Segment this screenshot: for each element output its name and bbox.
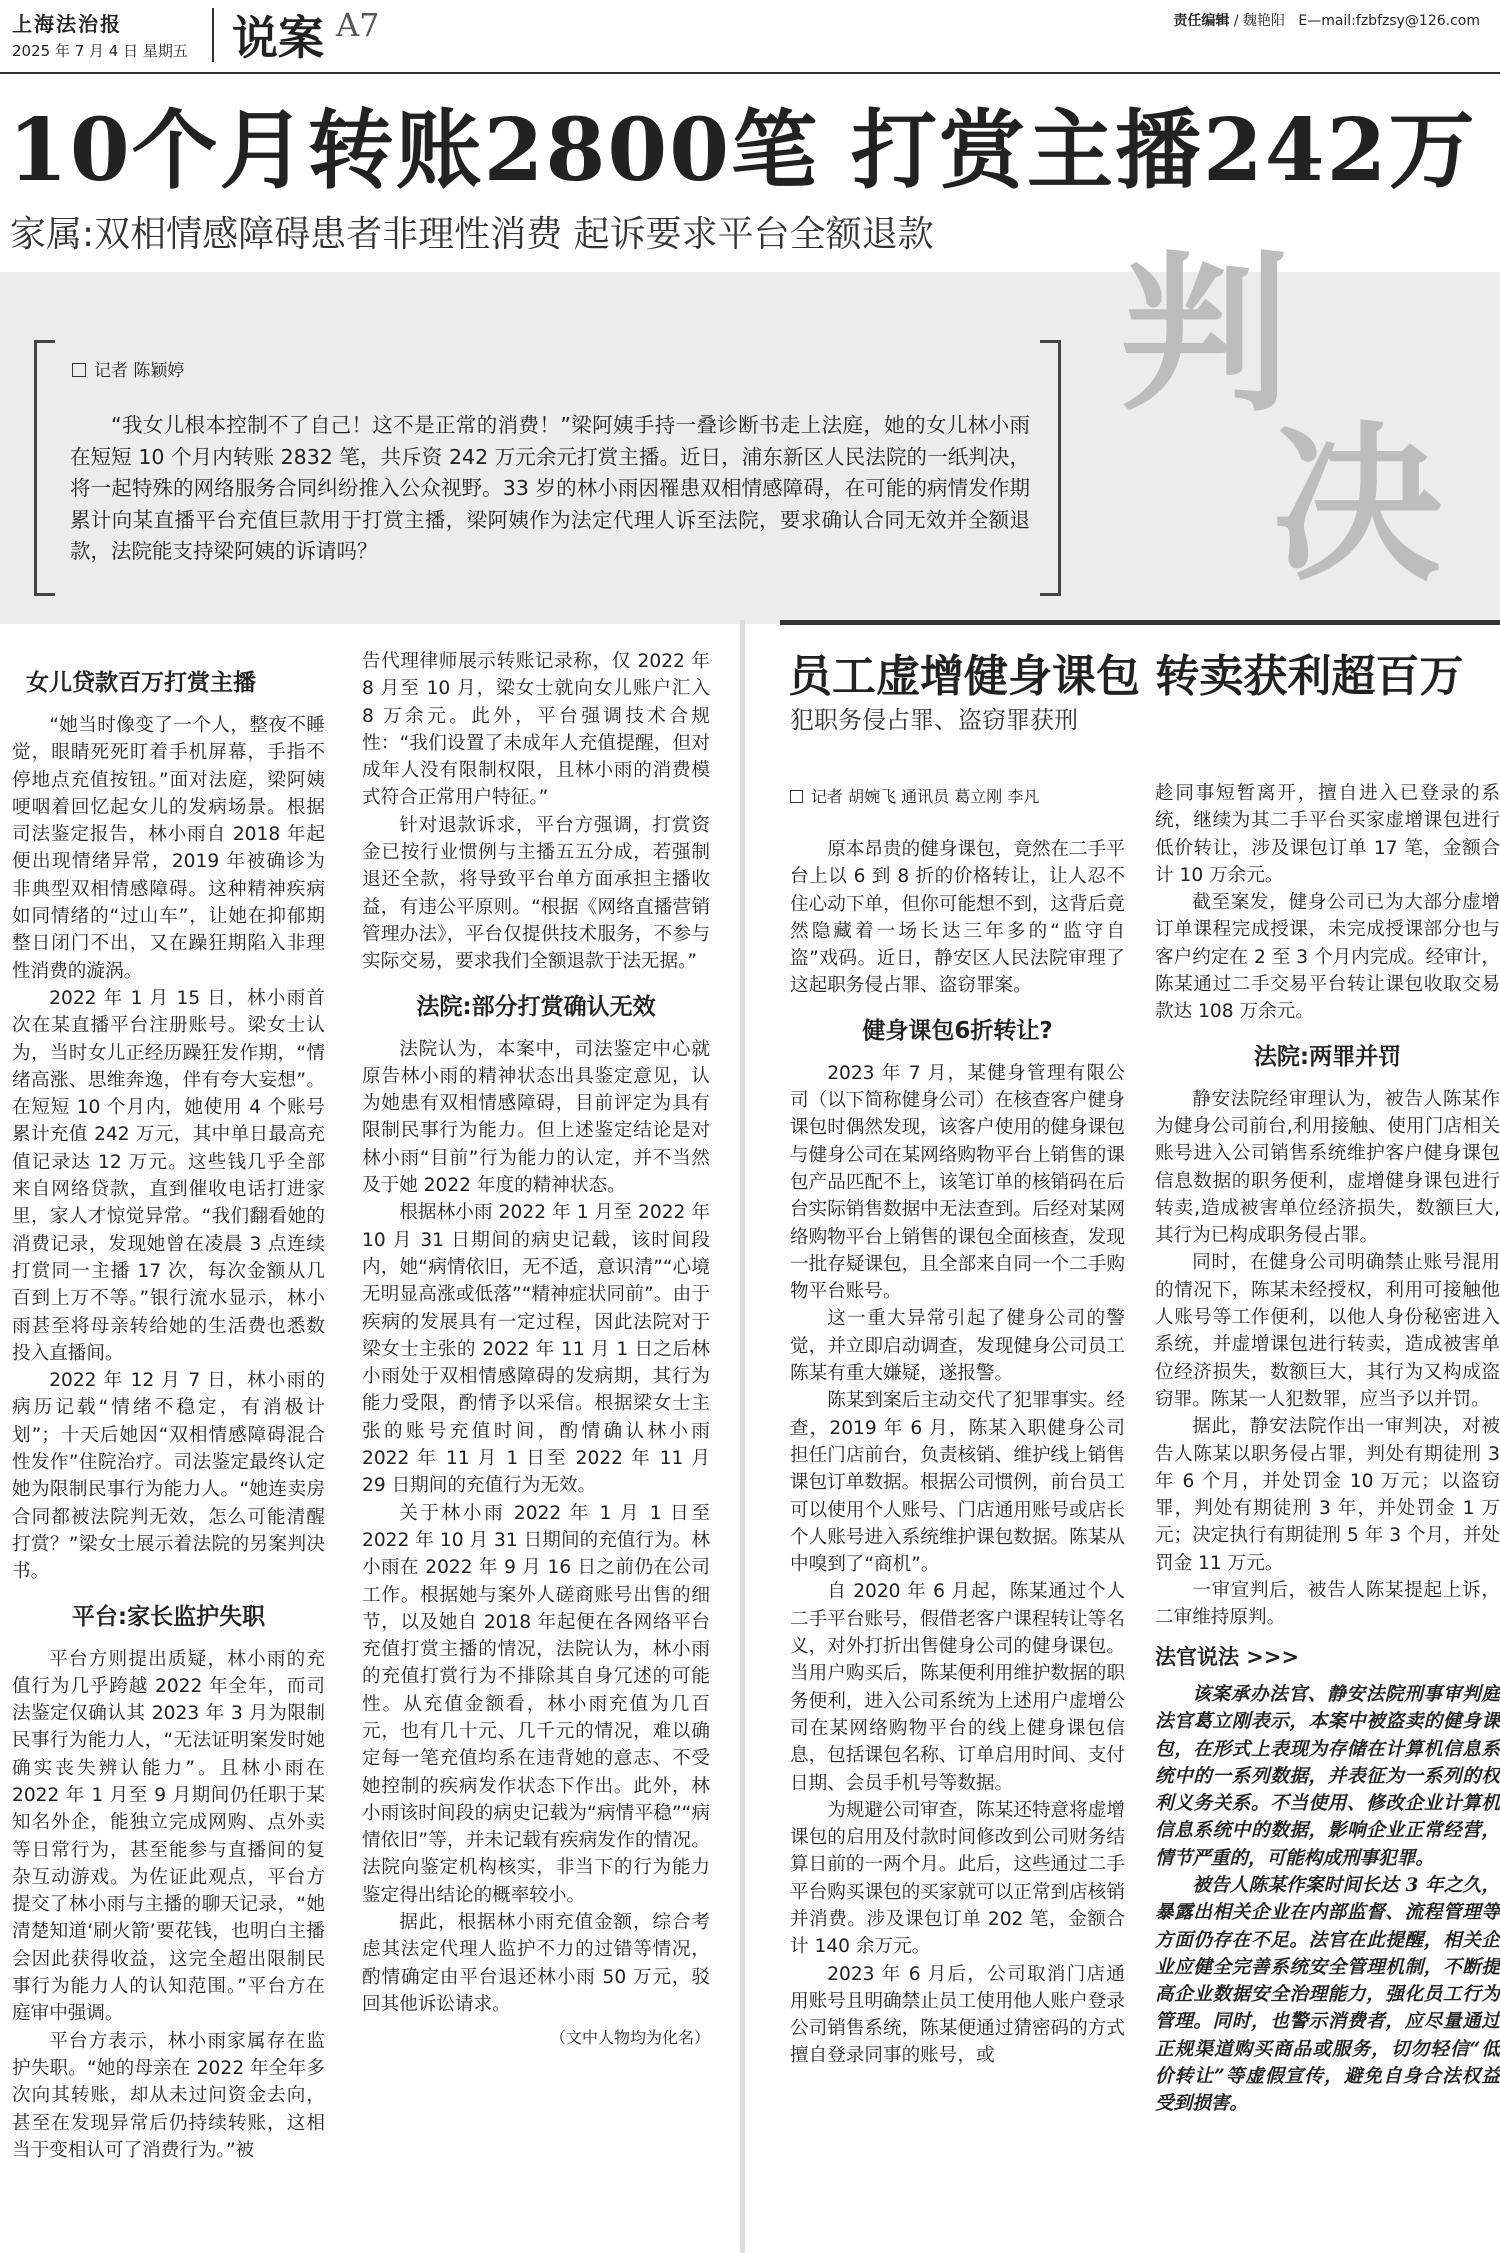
lead-author-name: 记者 陈颖婷 — [94, 361, 185, 381]
paragraph: 平台方则提出质疑，林小雨的充值行为几乎跨越 2022 年全年，而司法鉴定仅确认其 2023 年 3 月为限制民事行为能力人，“无法证明案发时她确实丧失辨认能力”。且林小雨在 2022 年 1 月至 9 月期间仍任职于某知名外企，能独立完成网购、点外卖等日常行为，甚至能参与直播间的复杂互动游戏。为佐证此观点，平台方提交了林小雨与主播的聊天记录，“她清楚知道‘刷火箭’要花钱，也明白主播会因此获得收益，这完全超出限制民事行为能力人的认知范围。”平台方在庭审中强调。 — [12, 1648, 325, 2025]
right-story-column-2 — [1155, 780, 1500, 2118]
right-author-names: 记者 胡婉飞 通讯员 葛立刚 李凡 — [811, 787, 1040, 806]
decorative-char-1: 判 — [1120, 235, 1291, 435]
paragraph: 据此，静安法院作出一审判决，对被告人陈某以职务侵占罪，判处有期徒刑 3 年 6 个月，并处罚金 10 万元；以盗窃罪，判处有期徒刑 3 年，并处罚金 1 万元；决定执行有期徒刑 5 年 3 个月，并处罚金 11 万元。 — [1155, 1416, 1500, 1574]
paragraph: 同时，在健身公司明确禁止账号混用的情况下，陈某未经授权，利用可接触他人账号等工作便利，以他人身份秘密进入系统，并虚增课包进行转卖，造成被害单位经济损失，数额巨大，其行为又构成盗窃罪。陈某一人犯数罪，应当予以并罚。 — [1155, 1252, 1500, 1410]
main-headline: 10个月转账2800笔 打赏主播242万 — [8, 100, 1477, 201]
lead-bracket-right — [1040, 340, 1061, 596]
judge-commentary-paragraph: 被告人陈某作案时间长达 3 年之久，暴露出相关企业在内部监督、流程管理等方面仍存在不足。法官在此提醒，相关企业应健全完善系统安全管理机制，不断提高企业数据安全治理能力，强化员工行为管理。同时，也警示消费者，应尽量通过正规渠道购买商品或服务，切勿轻信“低价转让”等虚假宣传，避免自身合法权益受到损害。 — [1155, 1874, 1500, 2115]
lead-bracket-left — [34, 340, 55, 596]
byline-square-icon — [790, 790, 803, 803]
right-story-subheadline: 犯职务侵占罪、盗窃罪获刑 — [790, 706, 1078, 734]
paragraph: 这一重大异常引起了健身公司的警觉，并立即启动调查，发现健身公司员工陈某有重大嫌疑，遂报警。 — [790, 1308, 1125, 1385]
paragraph: 平台方表示，林小雨家属存在监护失职。“她的母亲在 2022 年全年多次向其转账，却从未过问资金去向，甚至在发现异常后仍持续转账，这相当于变相认可了消费行为。”被 — [12, 2030, 325, 2161]
judge-commentary-heading: 法官说法 >>> — [1155, 1644, 1300, 1669]
paragraph: “她当时像变了一个人，整夜不睡觉，眼睛死死盯着手机屏幕，手指不停地点充值按钮。”面对法庭，梁阿姨哽咽着回忆起女儿的发病场景。根据司法鉴定报告，林小雨自 2018 年起便出现情绪异常，2019 年被确诊为非典型双相情感障碍。这种精神疾病如同情绪的“过山车”，让她在抑郁期整日闭门不出，又在躁狂期陷入非理性消费的漩涡。 — [12, 715, 325, 982]
name-disclaimer: （文中人物均为化名） — [549, 2028, 710, 2048]
paragraph: 原本昂贵的健身课包，竟然在二手平台上以 6 到 8 折的价格转让，让人忍不住心动下单，但你可能想不到，这背后竟然隐藏着一场长达三年多的“监守自盗”戏码。近日，静安区人民法院审理了这起职务侵占罪、盗窃罪案。 — [790, 839, 1125, 997]
paragraph: 陈某到案后主动交代了犯罪事实。经查，2019 年 6 月，陈某入职健身公司担任门店前台，负责核销、维护线上销售课包订单数据。根据公司惯例，前台员工可以使用个人账号、门店通用账号或店长个人账号进入系统维护课包数据。陈某从中嗅到了“商机”。 — [790, 1390, 1125, 1576]
editor-name: / 魏艳阳 — [1233, 13, 1285, 29]
paragraph: 针对退款诉求，平台方强调，打赏资金已按行业惯例与主播五五分成，若强制退还全款，将导致平台单方面承担主播收益，有违公平原则。“根据《网络直播营销管理办法》，平台仅提供技术服务，不参与实际交易，要求我们全额退款于法无据。” — [362, 814, 710, 973]
lead-paragraph: “我女儿根本控制不了自己！这不是正常的消费！”梁阿姨手持一叠诊断书走上法庭，她的女儿林小雨在短短 10 个月内转账 2832 笔，共斥资 242 万元余元打赏主播。近日，浦东新区人民法院的一纸判决，将一起特殊的网络服务合同纠纷推入公众视野。33 岁的林小雨因罹患双相情感障碍，在可能的病情发作期累计向某直播平台充值巨款用于打赏主播，梁阿姨作为法定代理人诉至法院，要求确认合同无效并全额退款，法院能支持梁阿姨的诉请吗？ — [70, 413, 1030, 563]
left-story-heading-2: 平台:家长监护失职 — [71, 1603, 266, 1630]
paragraph: 一审宣判后，被告人陈某提起上诉，二审维持原判。 — [1155, 1580, 1500, 1629]
main-subheadline: 家属:双相情感障碍患者非理性消费 起诉要求平台全额退款 — [10, 214, 934, 255]
middle-story-column — [362, 648, 710, 2052]
paragraph: 根据林小雨 2022 年 1 月至 2022 年 10 月 31 日期间的病史记载，该时间段内，她“病情依旧，无不适，意识清”“心境无明显高涨或低落”“精神症状同前”。由于疾病的发展具有一定过程，因此法院对于梁女士主张的 2022 年 11 月 1 日之后林小雨处于双相情感障碍的发病期，其行为能力受限，酌情予以采信。根据梁女士主张的账号充值时间，酌情确认林小雨 2022 年 11 月 1 日至 2022 年 11 月 29 日期间的充值行为无效。 — [362, 1202, 710, 1497]
paragraph: 为规避公司审查，陈某还特意将虚增课包的启用及付款时间修改到公司财务结算日前的一两个月。此后，这些通过二手平台购买课包的买家就可以正常到店核销并消费。涉及课包订单 202 笔，金额合计 140 余万元。 — [790, 1799, 1125, 1958]
paragraph: 关于林小雨 2022 年 1 月 1 日至 2022 年 10 月 31 日期间的充值行为。林小雨在 2022 年 9 月 16 日之前仍在公司工作。根据她与案外人磋商账号出售的细节，以及她自 2018 年起便在各网络平台充值打赏主播的情况，法院认为，林小雨的充值打赏行为不排除其自身冗述的可能性。从充值金额看，林小雨充值为几百元，也有几十元、几千元的情况，难以确定每一笔充值均系在违背她的意志、不受她控制的疾病发作状态下作出。此外，林小雨该时间段的病史记载为“病情平稳”“病情依旧”等，并未记载有疾病发作的情况。法院向鉴定机构核实，非当下的行为能力鉴定得出结论的概率较小。 — [362, 1502, 710, 1906]
middle-story-heading: 法院:部分打赏确认无效 — [416, 993, 656, 1020]
column-separator — [740, 620, 745, 2253]
issue-date: 2025 年 7 月 4 日 星期五 — [12, 42, 188, 60]
right-story-byline — [790, 784, 1039, 807]
paragraph: 告代理律师展示转账记录称，仅 2022 年 8 月至 10 月，梁女士就向女儿账户汇入 8 万余元。此外，平台强调技术合规性：“我们设置了未成年人充值提醒，但对成年人没有限制权限，且林小雨的消费模式符合正常用户特征。” — [362, 651, 710, 809]
left-story-column — [12, 666, 325, 2164]
paragraph: 2022 年 12 月 7 日，林小雨的病历记载“情绪不稳定，有消极计划”；十天后她因“双相情感障碍混合性发作”住院治疗。司法鉴定最终认定她为限制民事行为能力人。“她连卖房合同都被法院判无效，怎么可能清醒打赏？”梁女士展示着法院的另案判决书。 — [12, 1370, 325, 1583]
left-story-heading-1: 女儿贷款百万打赏主播 — [26, 670, 256, 696]
decorative-char-2: 决 — [1272, 405, 1443, 605]
right-story-column-1 — [790, 836, 1125, 2070]
paragraph: 2023 年 7 月，某健身管理有限公司（以下简称健身公司）在核查客户健身课包时偶然发现，该客户使用的健身课包与健身公司在某网络购物平台上销售的课包产品匹配不上，该笔订单的核销码在后台实际销售数据中无法查到。后经对某网络购物平台上销售的课包全面核查，发现一批存疑课包，且全部来自同一个二手购物平台账号。 — [790, 1062, 1125, 1303]
editor-email: E—mail:fzbfzsy@126.com — [1298, 13, 1480, 29]
paragraph: 静安法院经审理认为，被告人陈某作为健身公司前台,利用接触、使用门店相关账号进入公司销售系统维护客户健身课包信息数据的职务便利，虚增健身课包进行转卖,造成被害单位经济损失，数额巨大,其行为已构成职务侵占罪。 — [1155, 1088, 1500, 1247]
lead-byline — [72, 356, 184, 381]
page-number: A7 — [336, 6, 380, 44]
header-divider — [212, 8, 214, 62]
right-story-heading-1: 健身课包6折转让? — [862, 1017, 1053, 1044]
right-story-heading-2: 法院:两罪并罚 — [1253, 1043, 1402, 1070]
paragraph: 2022 年 1 月 15 日，林小雨首次在某直播平台注册账号。梁女士认为，当时女儿正经历躁狂发作期，“情绪高涨、思维奔逸，伴有夸大妄想”。在短短 10 个月内，她使用 4 个账号累计充值 242 万元，其中单日最高充值记录达 12 万元。这些钱几乎全部来自网络贷款，直到催收电话打进家里，家人才惊觉异常。“我们翻看她的消费记录，发现她曾在凌晨 3 点连续打赏同一主播 17 次，每次金额从几百到上万不等。”银行流水显示，林小雨甚至将母亲转给她的生活费也悉数投入直播间。 — [12, 987, 325, 1364]
paragraph: 截至案发，健身公司已为大部分虚增订单课程完成授课，未完成授课部分也与客户约定在 2 至 3 个月内完成。经审计，陈某通过二手交易平台转让课包收取交易款达 108 万余元。 — [1155, 892, 1500, 1023]
paragraph: 趁同事短暂离开，擅自进入已登录的系统，继续为其二手平台买家虚增课包进行低价转让，涉及课包订单 17 笔，金额合计 10 万余元。 — [1155, 783, 1500, 886]
judge-commentary-paragraph: 该案承办法官、静安法院刑事审判庭法官葛立刚表示，本案中被盗卖的健身课包，在形式上表现为存储在计算机信息系统中的一系列数据，并表征为一系列的权利义务关系。不当使用、修改企业计算机信息系统中的数据，影响企业正常经营，情节严重的，可能构成刑事犯罪。 — [1155, 1683, 1500, 1869]
section-name: 说案 — [232, 11, 324, 65]
right-story-headline: 员工虚增健身课包 转卖获利超百万 — [788, 651, 1464, 702]
right-story-rule — [780, 620, 1500, 625]
byline-square-icon — [72, 363, 86, 377]
editor-info — [1173, 10, 1480, 30]
editor-label: 责任编辑 — [1173, 13, 1230, 29]
paragraph: 法院认为，本案中，司法鉴定中心就原告林小雨的精神状态出具鉴定意见，认为她患有双相情感障碍，目前评定为具有限制民事行为能力。但上述鉴定结论是对林小雨“目前”行为能力的认定，并不当然及于她 2022 年度的精神状态。 — [362, 1038, 710, 1197]
paragraph: 2023 年 6 月后，公司取消门店通用账号且明确禁止员工使用他人账户登录公司销售系统，陈某便通过猜密码的方式擅自登录同事的账号，或 — [790, 1963, 1125, 2067]
newspaper-logo: 上海法治报 — [12, 12, 122, 36]
paragraph: 据此，根据林小雨充值金额，综合考虑其法定代理人监护不力的过错等情况，酌情确定由平台退还林小雨 50 万元，驳回其他诉讼请求。 — [362, 1912, 710, 2015]
paragraph: 自 2020 年 6 月起，陈某通过个人二手平台账号，假借老客户课程转让等名义，对外打折出售健身公司的健身课包。当用户购买后，陈某便利用维护数据的职务便利，进入公司系统为上述用户虚增公司在某网络购物平台的线上健身课包信息，包括课包名称、订单启用时间、支付日期、会员手机号等数据。 — [790, 1581, 1125, 1794]
